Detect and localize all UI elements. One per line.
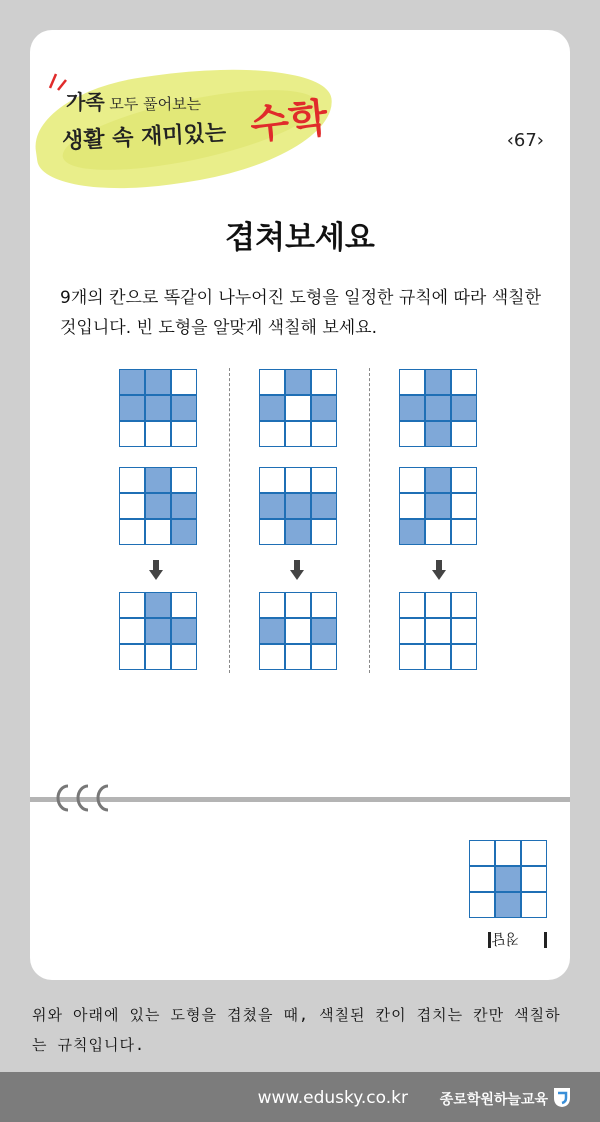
grid-cell-empty <box>495 840 521 866</box>
column-divider <box>369 368 370 673</box>
grid-cell-filled <box>425 369 451 395</box>
grid-cell-empty <box>285 644 311 670</box>
brand-logo-icon <box>552 1086 572 1108</box>
explanation-text: 위와 아래에 있는 도형을 겹쳤을 때, 색칠된 칸이 겹치는 칸만 색칠하는 규칙입니다. <box>32 1006 561 1054</box>
grid-cell-filled <box>259 493 285 519</box>
grid-cell-empty <box>425 618 451 644</box>
grid-cell-empty <box>285 618 311 644</box>
grid-cell-empty <box>171 369 197 395</box>
answer-bar-left <box>488 932 491 948</box>
grid-cell-filled <box>145 618 171 644</box>
grid-cell-empty <box>399 592 425 618</box>
grid-cell-empty <box>311 519 337 545</box>
grid-cell-empty <box>259 519 285 545</box>
grid-cell-filled <box>145 467 171 493</box>
grid-cell-filled <box>285 369 311 395</box>
grid-cell-empty <box>451 421 477 447</box>
grid-cell-empty <box>451 618 477 644</box>
grid-cell-empty <box>451 467 477 493</box>
grid-cell-empty <box>521 840 547 866</box>
grid-cell-filled <box>259 395 285 421</box>
grid-cell-filled <box>145 592 171 618</box>
grid-cell-empty <box>399 618 425 644</box>
grid-cell-filled <box>259 618 285 644</box>
puzzle-grid-middle <box>119 467 197 545</box>
grid-cell-empty <box>145 644 171 670</box>
puzzle-grid-result <box>259 592 337 670</box>
banner-line2: 생활 속 재미있는 <box>61 120 227 155</box>
page-title: 겹쳐보세요 <box>225 220 375 256</box>
grid-cell-empty <box>119 644 145 670</box>
grid-cell-empty <box>451 493 477 519</box>
grid-cell-empty <box>119 467 145 493</box>
grid-cell-filled <box>311 493 337 519</box>
grid-cell-empty <box>285 592 311 618</box>
grid-cell-filled <box>285 493 311 519</box>
description: 9개의 칸으로 똑같이 나누어진 도형을 일정한 규칙에 따라 색칠한 것입니다. 빈 도형을 알맞게 색칠해 보세요. <box>60 288 542 338</box>
grid-cell-empty <box>171 467 197 493</box>
grid-cell-filled <box>399 395 425 421</box>
banner-all-solve: 모두 풀어보는 <box>104 95 202 113</box>
grid-cell-empty <box>259 644 285 670</box>
grid-cell-filled <box>311 395 337 421</box>
grid-cell-empty <box>119 493 145 519</box>
grid-cell-empty <box>259 467 285 493</box>
grid-cell-empty <box>311 421 337 447</box>
grid-cell-empty <box>119 618 145 644</box>
grid-cell-empty <box>259 369 285 395</box>
grid-cell-empty <box>451 519 477 545</box>
grid-cell-empty <box>311 369 337 395</box>
grid-cell-filled <box>311 618 337 644</box>
grid-cell-empty <box>399 467 425 493</box>
grid-cell-empty <box>451 644 477 670</box>
grid-cell-empty <box>171 421 197 447</box>
grid-cell-filled <box>145 369 171 395</box>
grid-cell-filled <box>425 421 451 447</box>
banner-family: 가족 <box>66 90 105 114</box>
banner-line1 <box>66 86 201 115</box>
puzzle-grid-top <box>399 369 477 447</box>
grid-cell-empty <box>425 519 451 545</box>
spiral-rings-icon <box>50 780 120 820</box>
grid-cell-filled <box>451 395 477 421</box>
grid-cell-empty <box>311 644 337 670</box>
grid-cell-empty <box>399 644 425 670</box>
grid-cell-filled <box>425 395 451 421</box>
grid-cell-empty <box>171 644 197 670</box>
footer-brand: 종로학원하늘교육 <box>439 1092 548 1108</box>
grid-cell-empty <box>451 369 477 395</box>
grid-cell-empty <box>451 592 477 618</box>
grid-cell-empty <box>119 592 145 618</box>
column-divider <box>229 368 230 673</box>
grid-cell-empty <box>311 467 337 493</box>
answer-bar-right <box>544 932 547 948</box>
grid-cell-filled <box>495 892 521 918</box>
grid-cell-empty <box>119 519 145 545</box>
grid-cell-filled <box>425 493 451 519</box>
grid-cell-filled <box>285 519 311 545</box>
grid-cell-empty <box>145 421 171 447</box>
grid-cell-empty <box>311 592 337 618</box>
puzzle-grid-middle <box>399 467 477 545</box>
grid-cell-empty <box>399 369 425 395</box>
arrow-down-icon <box>432 560 446 580</box>
grid-cell-filled <box>119 395 145 421</box>
grid-cell-filled <box>171 519 197 545</box>
arrow-down-icon <box>149 560 163 580</box>
grid-cell-empty <box>119 421 145 447</box>
grid-cell-empty <box>259 421 285 447</box>
grid-cell-empty <box>285 395 311 421</box>
grid-cell-empty <box>425 592 451 618</box>
footer <box>0 1072 600 1122</box>
grid-cell-empty <box>171 592 197 618</box>
grid-cell-filled <box>399 519 425 545</box>
grid-cell-empty <box>285 467 311 493</box>
grid-cell-empty <box>521 866 547 892</box>
puzzle-grid-top <box>259 369 337 447</box>
grid-cell-filled <box>145 395 171 421</box>
grid-cell-empty <box>259 592 285 618</box>
grid-cell-filled <box>495 866 521 892</box>
grid-cell-empty <box>285 421 311 447</box>
grid-cell-empty <box>469 892 495 918</box>
banner-math: 수학 <box>248 95 330 149</box>
answer-label: 정답 <box>492 930 520 946</box>
grid-cell-empty <box>521 892 547 918</box>
grid-cell-empty <box>469 866 495 892</box>
grid-cell-empty <box>399 421 425 447</box>
grid-cell-filled <box>145 493 171 519</box>
spark-icon <box>46 70 68 92</box>
footer-url[interactable]: www.edusky.co.kr <box>257 1088 408 1108</box>
grid-cell-filled <box>119 369 145 395</box>
puzzle-grid-middle <box>259 467 337 545</box>
issue-number: ‹67› <box>506 130 544 151</box>
grid-cell-filled <box>171 493 197 519</box>
grid-cell-empty <box>399 493 425 519</box>
grid-cell-empty <box>425 644 451 670</box>
grid-cell-empty <box>469 840 495 866</box>
puzzle-grid-result <box>119 592 197 670</box>
grid-cell-filled <box>171 395 197 421</box>
grid-cell-empty <box>145 519 171 545</box>
puzzle-grid-result <box>399 592 477 670</box>
grid-cell-filled <box>425 467 451 493</box>
puzzle-grid-top <box>119 369 197 447</box>
arrow-down-icon <box>290 560 304 580</box>
grid-cell-filled <box>171 618 197 644</box>
answer-grid <box>469 840 547 918</box>
